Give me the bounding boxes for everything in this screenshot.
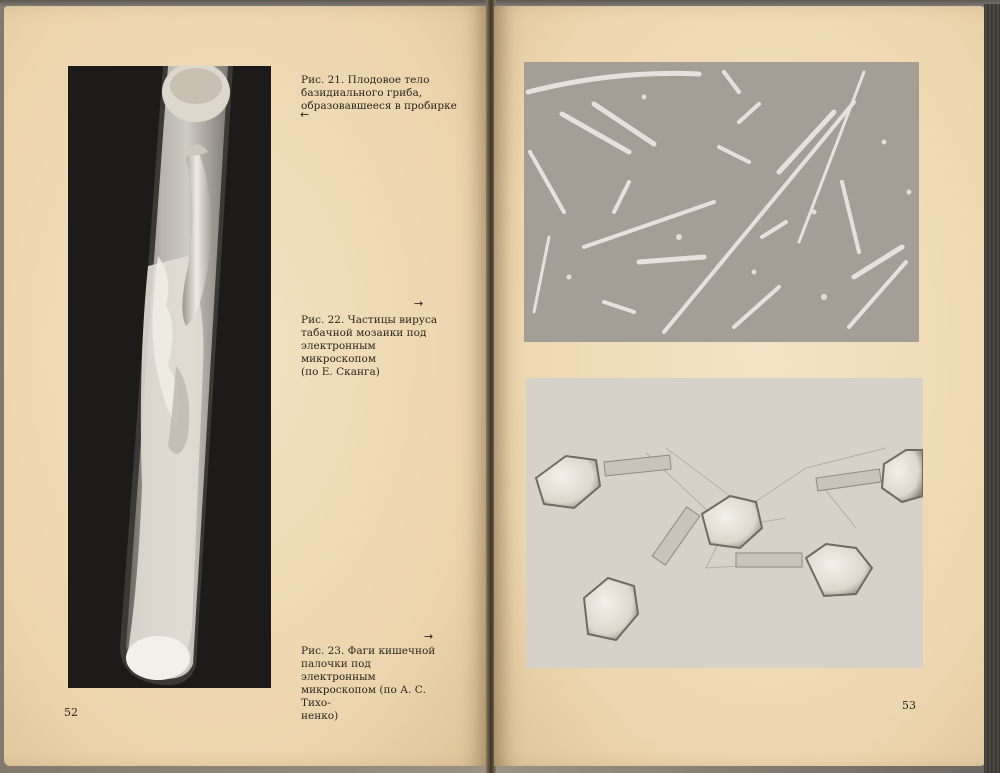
test-tube-image [68, 66, 271, 688]
figure-21-arrow: ← [300, 108, 310, 121]
figure-22-arrow: → [414, 297, 424, 310]
figure-21-caption: Рис. 21. Плодовое тело базидиального гриба, образовавшееся в пробирке [301, 74, 457, 112]
figure-22-virus-particles-photo [524, 62, 919, 342]
tobacco-mosaic-virus-image [524, 62, 919, 342]
figure-23-caption: Рис. 23. Фаги кишечной палочки под электронным микроскопом (по А. С. Тихо- ненко) [301, 645, 436, 722]
book-page-edges [984, 4, 1000, 773]
figure-23-phages-photo [526, 378, 923, 668]
figure-22-caption: Рис. 22. Частицы вируса табачной мозаики под электронным микроскопом (по Е. Сканга) [301, 314, 438, 378]
bacteriophage-image [526, 378, 923, 668]
right-page-number: 53 [902, 699, 916, 712]
figure-23-arrow: → [424, 630, 434, 643]
figure-21-test-tube-photo [68, 66, 271, 688]
left-page-number: 52 [64, 706, 78, 719]
